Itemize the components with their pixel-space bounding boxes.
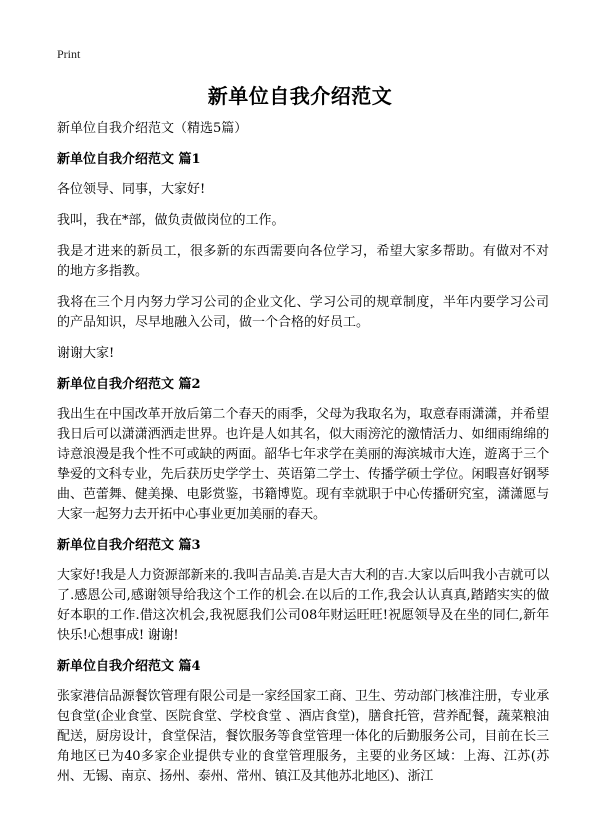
document-body: [57, 119, 549, 798]
section-2: [57, 375, 549, 525]
paragraph: 张家港信品源餐饮管理有限公司是一家经国家工商、卫生、劳动部门核准注册，专业承包食堂(企业食堂、医院食堂、学校食堂 、酒店食堂)，膳食托管，营养配餐，蔬菜粮油配送，厨房设计，食堂保洁，餐饮服务等食堂管理一体化的后勤服务公司，目前在长三角地区已为40多家企业提供专业的食堂管理服务，主要的业务区域：上海、江苏(苏州、无锡、南京、扬州、泰州、常州、镇江及其他苏北地区)、浙江: [57, 689, 549, 784]
section-heading: 新单位自我介绍范文 篇1: [57, 152, 201, 167]
section-1: [57, 150, 549, 364]
print-label: Print: [57, 47, 81, 61]
paragraph: 我叫，我在*部，做负责做岗位的工作。: [57, 213, 285, 228]
paragraph: 我将在三个月内努力学习公司的企业文化、学习公司的规章制度，半年内要学习公司的产品知识，尽早地融入公司，做一个合格的好员工。: [57, 295, 549, 330]
section-heading: 新单位自我介绍范文 篇4: [57, 659, 201, 674]
paragraph: 各位领导、同事，大家好!: [57, 182, 206, 197]
paragraph: 我是才进来的新员工，很多新的东西需要向各位学习，希望大家多帮助。有做对不对的地方多指教。: [57, 244, 549, 279]
section-heading: 新单位自我介绍范文 篇3: [57, 538, 201, 553]
paragraph: 大家好!我是人力资源部新来的.我叫吉品美.吉是大吉大利的吉.大家以后叫我小吉就可以了.感恩公司,感谢领导给我这个工作的机会.在以后的工作,我会认认真真,踏踏实实的做好本职的工作.借这次机会,我祝愿我们公司08年财运旺旺!祝愿领导及在坐的同仁,新年快乐!心想事成! 谢谢!: [57, 568, 549, 643]
paragraph: 我出生在中国改革开放后第二个春天的雨季，父母为我取名为，取意春雨潇潇，并希望我日后可以潇潇洒洒走世界。也许是人如其名，似大雨滂沱的激情活力、如细雨绵绵的诗意浪漫是我个性不可或缺的两面。韶华七年求学在美丽的海滨城市大连，遊离于三个挚爱的文科专业，先后获历史学学士、英语第二学士、传播学硕士学位。闲暇喜好钢琴曲、芭蕾舞、健美操、电影赏鉴，书籍博览。现有幸就职于中心传播研究室，潇潇愿与大家一起努力去开拓中心事业更加美丽的春天。: [57, 407, 549, 522]
section-heading: 新单位自我介绍范文 篇2: [57, 377, 201, 392]
paragraph: 谢谢大家!: [57, 346, 115, 361]
document-subtitle: 新单位自我介绍范文（精选5篇）: [57, 121, 248, 136]
section-3: [57, 536, 549, 646]
section-4: [57, 657, 549, 787]
page-title: 新单位自我介绍范文: [207, 84, 393, 108]
